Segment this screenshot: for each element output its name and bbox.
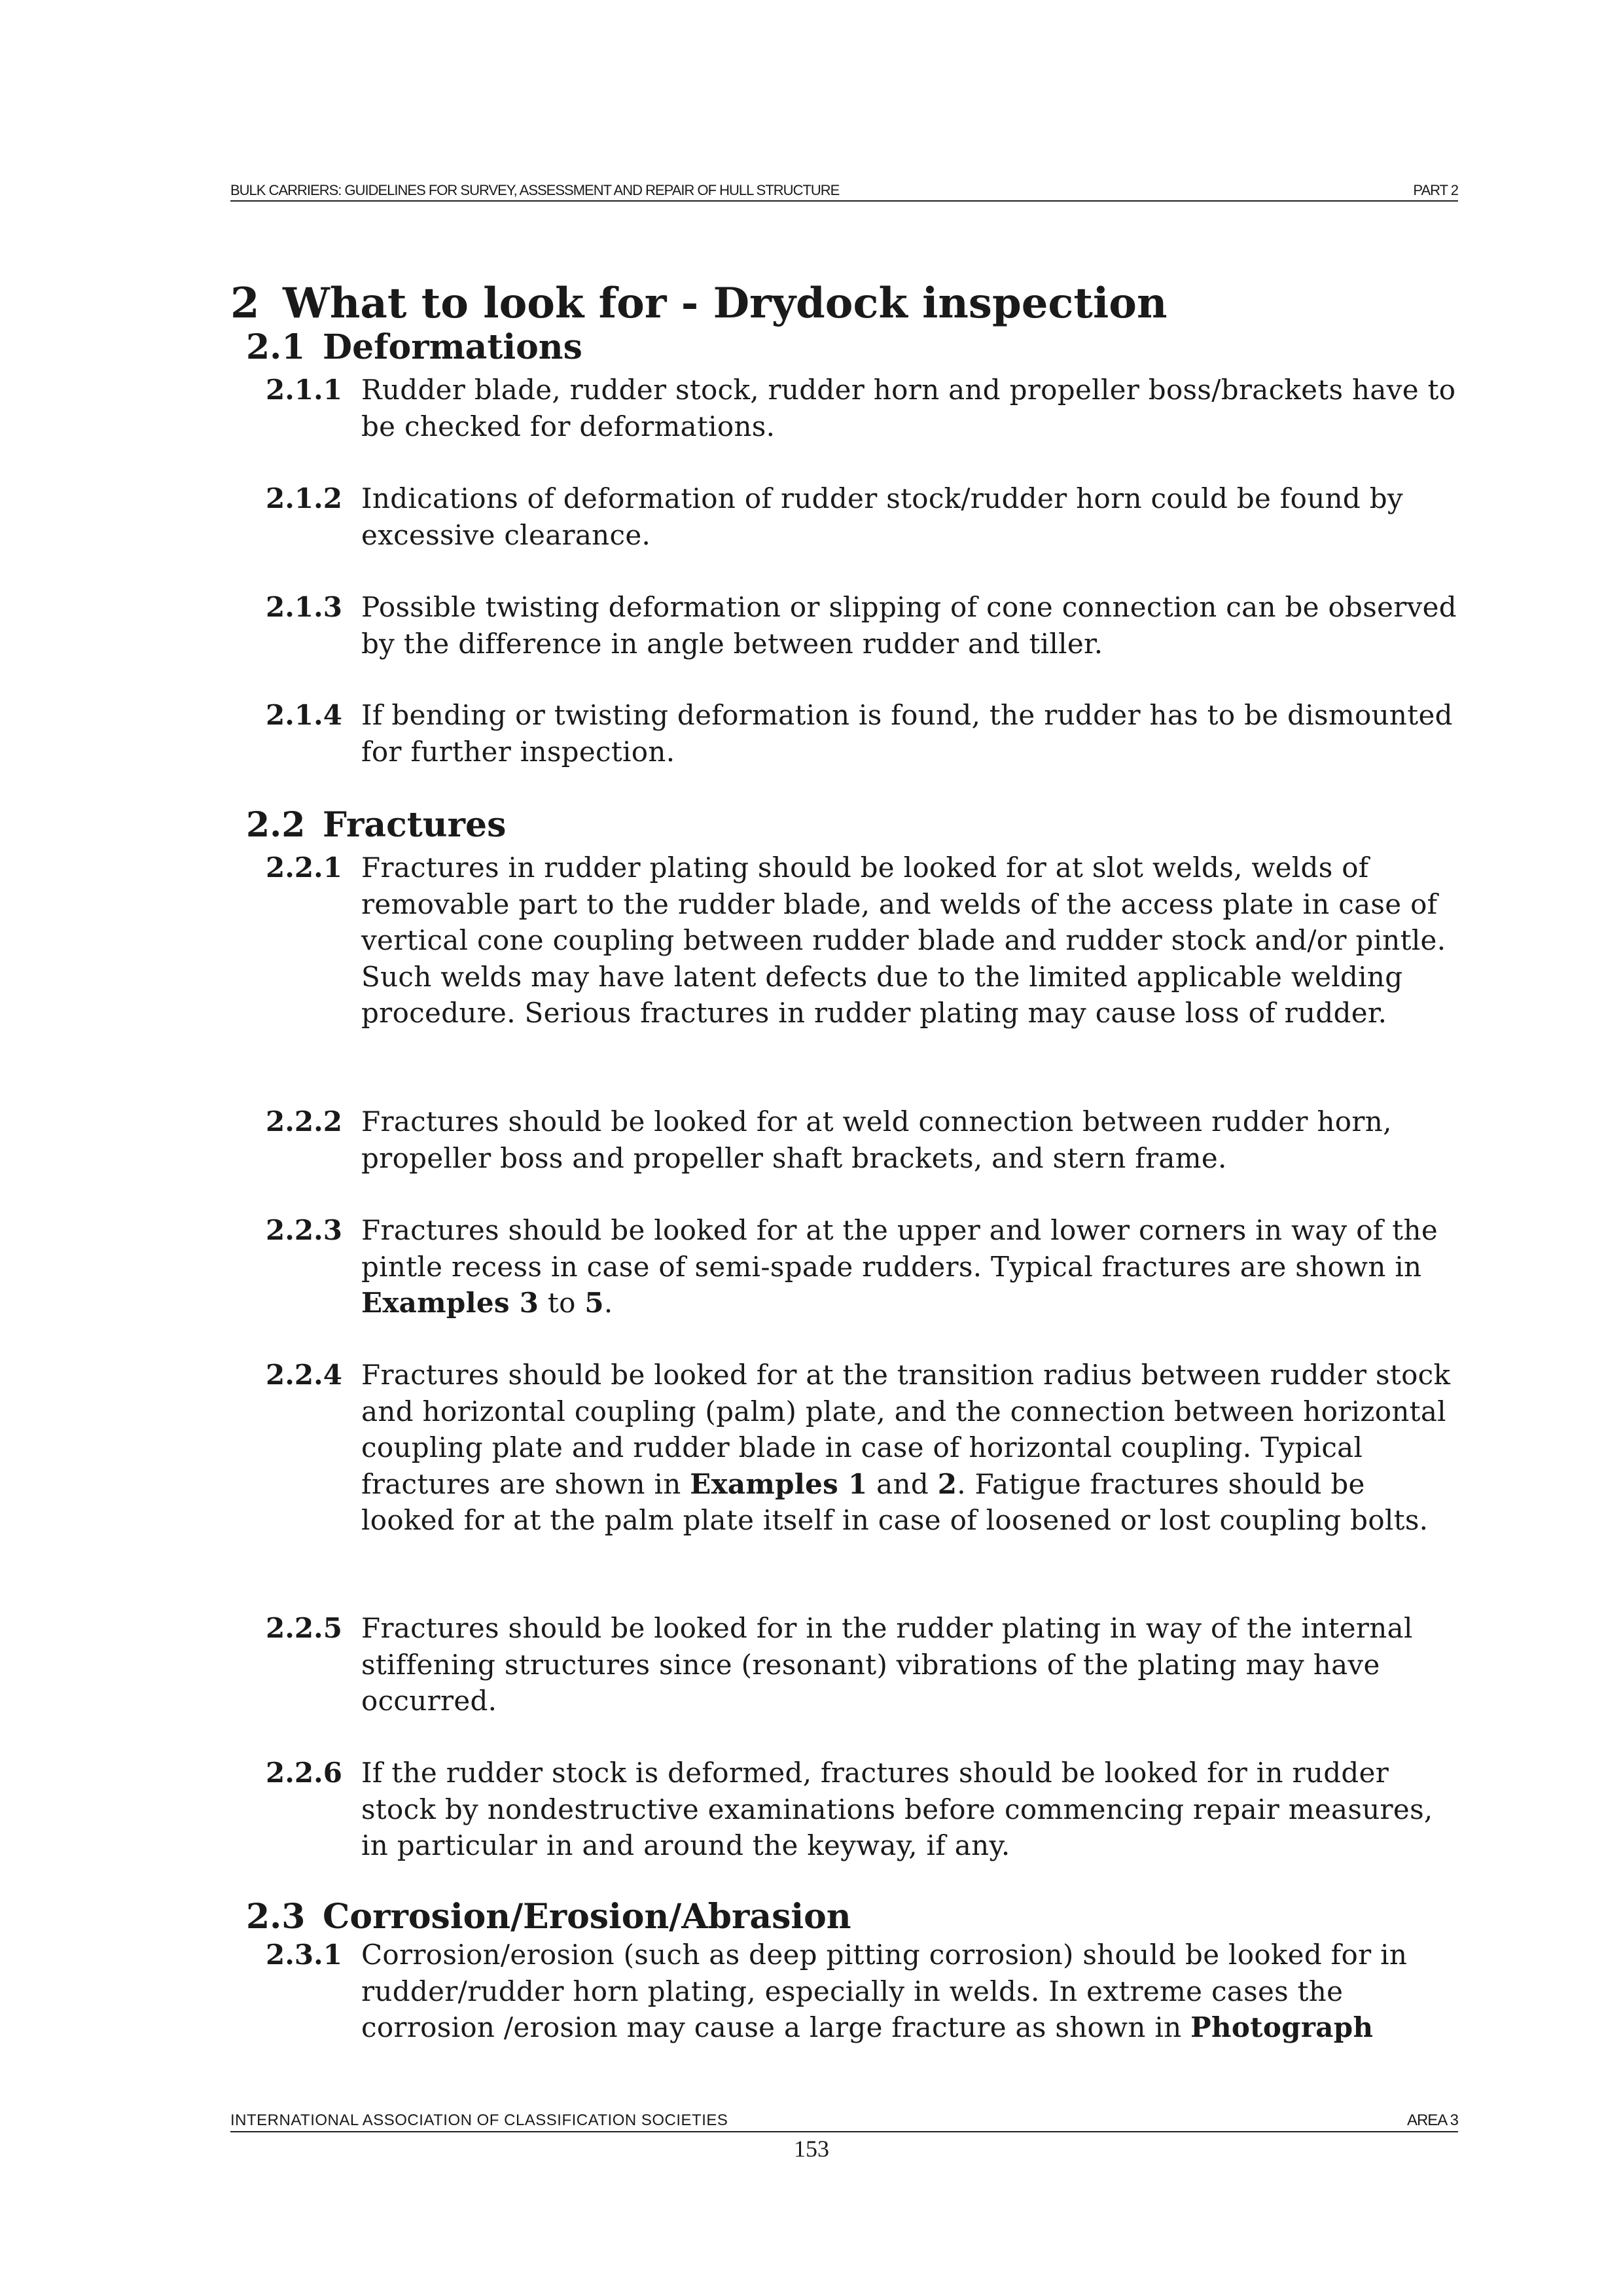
paragraph-number: 2.2.1 (266, 852, 342, 884)
paragraph-number: 2.2.3 (266, 1214, 342, 1246)
paragraph-2-1-1 (266, 372, 1463, 444)
paragraph-2-2-6 (266, 1755, 1463, 1864)
paragraph-text: Fractures should be looked for at the transition radius between rudder stock and horizontal coupling (palm) plate, and the connection between horizontal coupling plate and rudder blade in case of horizontal coupling. Typical fractures are shown in Examples 1 and 2. Fatigue fractures should be looked for at the palm plate itself in case of loosened or lost coupling bolts. (361, 1359, 1451, 1536)
paragraph-2-2-1 (266, 850, 1463, 1031)
paragraph-text: Fractures should be looked for at weld connection between rudder horn, propeller boss and propeller shaft brackets, and stern frame. (361, 1105, 1392, 1174)
header-title: BULK CARRIERS: GUIDELINES FOR SURVEY, ASSESSMENT AND REPAIR OF HULL STRUCTURE (230, 182, 840, 198)
page-number: 153 (794, 2136, 829, 2162)
section-heading (230, 279, 1167, 328)
running-footer (230, 2111, 1458, 2132)
example-reference: Examples 1 (690, 1467, 868, 1500)
subsection-title: Fractures (323, 805, 507, 845)
paragraph-2-2-5 (266, 1610, 1463, 1719)
paragraph-number: 2.1.2 (266, 482, 342, 514)
paragraph-2-2-3 (266, 1212, 1463, 1321)
example-reference: Examples 3 (361, 1287, 539, 1319)
paragraph-2-2-2 (266, 1103, 1463, 1176)
paragraph-text: Fractures should be looked for at the upper and lower corners in way of the pintle recess in case of semi-spade rudders. Typical fractures are shown in Examples 3 to 5. (361, 1214, 1438, 1319)
example-reference: 5 (584, 1287, 604, 1319)
paragraph-text: Possible twisting deformation or slipping of cone connection can be observed by the difference in angle between rudder and tiller. (361, 591, 1457, 660)
paragraph-text: Fractures should be looked for in the rudder plating in way of the internal stiffening structures since (resonant) vibrations of the plating may have occurred. (361, 1612, 1413, 1717)
subsection-heading-fractures (246, 805, 506, 845)
paragraph-text: If bending or twisting deformation is found, the rudder has to be dismounted for further inspection. (361, 699, 1453, 768)
subsection-heading-deformations (246, 327, 582, 367)
paragraph-text: Fractures in rudder plating should be looked for at slot welds, welds of removable part to the rudder blade, and welds of the access plate in case of vertical cone coupling between rudder blade and rudder stock and/or pintle. Such welds may have latent defects due to the limited applicable welding procedure. Serious fractures in rudder plating may cause loss of rudder. (361, 852, 1446, 1029)
section-number: 2 (230, 279, 260, 328)
example-reference: 2 (937, 1467, 957, 1500)
section-title: What to look for - Drydock inspection (283, 279, 1168, 328)
photograph-reference: Photograph (1190, 2011, 1374, 2043)
footer-organization: INTERNATIONAL ASSOCIATION OF CLASSIFICATION SOCIETIES (230, 2111, 728, 2129)
paragraph-number: 2.1.1 (266, 374, 342, 406)
paragraph-number: 2.3.1 (266, 1939, 342, 1971)
subsection-title: Corrosion/Erosion/Abrasion (323, 1897, 851, 1937)
subsection-number: 2.1 (246, 327, 306, 367)
subsection-number: 2.3 (246, 1897, 306, 1937)
paragraph-text: Corrosion/erosion (such as deep pitting corrosion) should be looked for in rudder/rudder horn plating, especially in welds. In extreme cases the corrosion /erosion may cause a large fracture as shown in Photograph (361, 1939, 1408, 2043)
paragraph-2-1-2 (266, 480, 1463, 553)
paragraph-number: 2.2.4 (266, 1359, 342, 1391)
paragraph-2-2-4 (266, 1357, 1463, 1539)
paragraph-text: Rudder blade, rudder stock, rudder horn and propeller boss/brackets have to be checked for deformations. (361, 374, 1456, 442)
paragraph-text: Indications of deformation of rudder stock/rudder horn could be found by excessive clearance. (361, 482, 1403, 551)
subsection-heading-corrosion (246, 1897, 851, 1937)
paragraph-number: 2.2.6 (266, 1757, 342, 1789)
paragraph-number: 2.2.2 (266, 1105, 342, 1138)
paragraph-number: 2.2.5 (266, 1612, 342, 1644)
paragraph-number: 2.1.3 (266, 591, 342, 623)
subsection-title: Deformations (323, 327, 582, 367)
paragraph-2-3-1 (266, 1937, 1463, 2046)
footer-area: AREA 3 (1406, 2111, 1458, 2129)
paragraph-2-1-3 (266, 589, 1463, 662)
paragraph-number: 2.1.4 (266, 699, 342, 731)
subsection-number: 2.2 (246, 805, 306, 845)
paragraph-text: If the rudder stock is deformed, fractures should be looked for in rudder stock by nondestructive examinations before commencing repair measures, in particular in and around the keyway, if any. (361, 1757, 1433, 1861)
running-header (230, 181, 1458, 202)
paragraph-2-1-4 (266, 697, 1463, 770)
header-part: PART 2 (1413, 182, 1458, 198)
